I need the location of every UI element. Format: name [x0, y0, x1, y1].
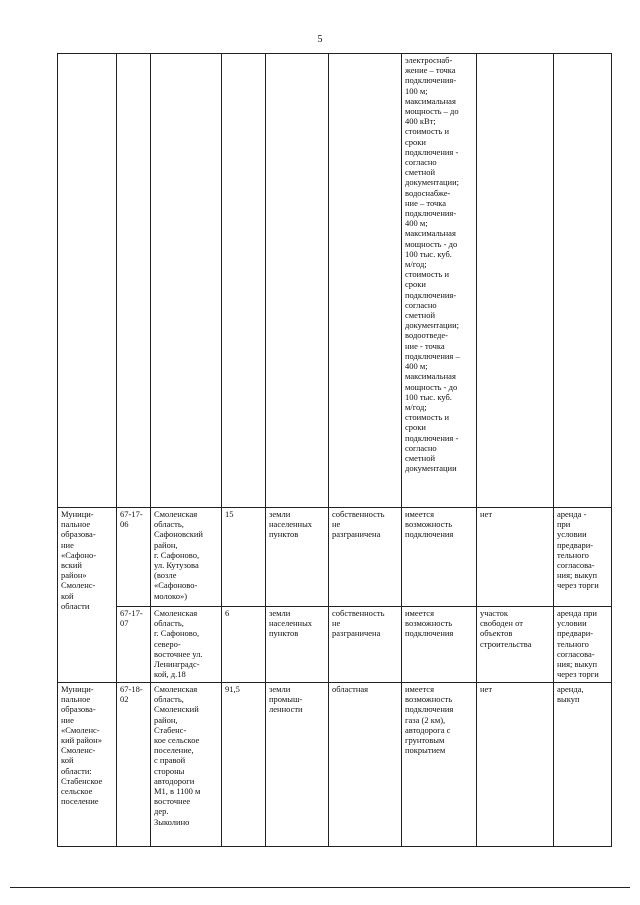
cell-line: Смоленс- [61, 745, 96, 756]
cell-line: имеется [405, 509, 434, 519]
page-bottom-rule [10, 887, 630, 888]
cell-line: максимальная [405, 228, 456, 239]
cell-line: 02 [120, 694, 129, 705]
land-plots-table [57, 53, 612, 847]
cell-line: условии [557, 618, 587, 629]
cell-line: аренда - [557, 509, 587, 519]
cell-line: области: [61, 765, 92, 776]
cell-line: выкуп [557, 694, 580, 705]
cell-line: согласно [405, 157, 437, 168]
cell-line: через торги [557, 669, 599, 680]
cell-line: «Сафоново- [154, 580, 198, 591]
cell-line: стоимость и [405, 126, 450, 137]
cell-line: водоотведе- [405, 330, 448, 341]
cell-line: 67-18- [120, 684, 143, 694]
cell-line: автодорога с [405, 724, 451, 735]
cell-line: северо- [154, 638, 181, 649]
cell-line: пунктов [269, 628, 299, 639]
cell-line: строительства [480, 638, 532, 649]
cell-line: подключения - [405, 432, 459, 443]
cell-line: Муници- [61, 509, 94, 519]
cell-address [151, 607, 222, 683]
cell-line: 400 м; [405, 218, 428, 229]
cell-construction [477, 54, 554, 508]
cell-ownership [329, 683, 402, 847]
cell-line: земли [269, 509, 291, 519]
cell-line: объектов [480, 628, 513, 639]
cell-line: имеется [405, 608, 434, 618]
cell-line: сметной [405, 167, 435, 178]
cell-category [266, 54, 329, 508]
cell-line: подключения – [405, 350, 460, 361]
cell-line: кое сельское [154, 735, 200, 746]
cell-line: нет [480, 684, 493, 694]
cell-line: область, [154, 618, 184, 629]
cell-line: 400 м; [405, 361, 428, 372]
cell-line: согласно [405, 442, 437, 453]
cell-line: подключения- [405, 208, 457, 219]
cell-line: восточнее [154, 796, 191, 807]
cell-line: ул. Кутузова [154, 560, 199, 571]
cell-line: стоимость и [405, 412, 450, 423]
cell-code [117, 607, 151, 683]
cell-line: условии [557, 529, 587, 540]
cell-line: при [557, 519, 571, 530]
cell-line: ленности [269, 704, 303, 715]
cell-line: разграничена [332, 628, 381, 639]
cell-line: подключения - [405, 146, 459, 157]
cell-line: имеется [405, 684, 434, 694]
cell-line: 67-17- [120, 608, 143, 618]
cell-line: грунтовым [405, 735, 445, 746]
cell-line: тельного [557, 549, 589, 560]
cell-line: кой [61, 755, 74, 766]
cell-line: 400 кВт; [405, 116, 436, 127]
cell-line: максимальная [405, 95, 456, 106]
cell-line: газа (2 км), [405, 714, 446, 725]
cell-area: 15 [222, 508, 266, 607]
cell-line: свободен от [480, 618, 523, 629]
cell-line: область, [154, 694, 184, 705]
cell-line: электроснаб- [405, 55, 453, 65]
cell-line: ния; выкуп [557, 570, 598, 581]
cell-line: поселение, [154, 745, 194, 756]
cell-line: земли [269, 684, 291, 694]
cell-line: вский [61, 560, 82, 571]
cell-category [266, 508, 329, 607]
cell-line: г. Сафоново, [154, 628, 200, 639]
cell-terms [554, 54, 612, 508]
cell-line: Ленинградс- [154, 659, 200, 670]
cell-line: подключения- [405, 289, 457, 300]
cell-line: ние [61, 714, 74, 725]
cell-category [266, 683, 329, 847]
cell-line: документации; [405, 320, 460, 331]
cell-line: Зыколино [154, 816, 190, 827]
cell-line: предвари- [557, 628, 594, 639]
cell-line: 100 м; [405, 85, 428, 96]
cell-line: пальное [61, 694, 91, 705]
cell-line: (возле [154, 570, 177, 581]
cell-line: Стабенс- [154, 724, 187, 735]
cell-infrastructure [402, 607, 477, 683]
cell-line: с правой [154, 755, 186, 766]
cell-line: аренда, [557, 684, 584, 694]
cell-line: образова- [61, 529, 96, 540]
cell-infrastructure [402, 508, 477, 607]
cell-line: м/год; [405, 401, 427, 412]
cell-line: Смоленс- [61, 580, 96, 591]
table-row [58, 508, 612, 607]
cell-line: «Смоленс- [61, 724, 100, 735]
cell-line: Смоленский [154, 704, 199, 715]
cell-line: Смоленская [154, 684, 198, 694]
cell-line: населенных [269, 618, 313, 629]
cell-line: 100 тыс. куб. [405, 391, 452, 402]
cell-line: аренда при [557, 608, 597, 618]
cell-line: Стабенское [61, 775, 103, 786]
cell-line: предвари- [557, 539, 594, 550]
cell-line: восточнее ул. [154, 648, 203, 659]
cell-line: ние – точка [405, 197, 447, 208]
cell-terms [554, 683, 612, 847]
cell-line: разграничена [332, 529, 381, 540]
cell-line: подключения [405, 529, 454, 540]
cell-line: 06 [120, 519, 129, 530]
cell-line: м/год; [405, 259, 427, 270]
cell-line: земли [269, 608, 291, 618]
cell-line: области [61, 600, 90, 611]
cell-line: кой, д.18 [154, 669, 186, 680]
cell-line: возможность [405, 519, 453, 530]
cell-line: подключения [405, 628, 454, 639]
cell-line: кой [61, 590, 74, 601]
cell-line: стороны [154, 765, 185, 776]
cell-line: не [332, 618, 341, 629]
cell-code [117, 683, 151, 847]
cell-line: ния; выкуп [557, 659, 598, 670]
cell-code [117, 54, 151, 508]
cell-terms [554, 607, 612, 683]
cell-line: 100 тыс. куб. [405, 248, 452, 259]
cell-line: согласно [405, 299, 437, 310]
cell-line: сроки [405, 422, 426, 433]
cell-construction [477, 508, 554, 607]
cell-line: согласова- [557, 648, 595, 659]
cell-line: г. Сафоново, [154, 549, 200, 560]
cell-line: поселение [61, 796, 99, 807]
cell-line: мощность – до [405, 106, 459, 117]
cell-address [151, 508, 222, 607]
cell-line: пунктов [269, 529, 299, 540]
cell-line: стоимость и [405, 269, 450, 280]
table-row [58, 607, 612, 683]
cell-line: жение – точка [405, 65, 456, 76]
cell-line: сельское [61, 786, 93, 797]
cell-line: Сафоновский [154, 529, 203, 540]
cell-line: через торги [557, 580, 599, 591]
page-number: 5 [317, 34, 323, 45]
cell-line: образова- [61, 704, 96, 715]
cell-line: не [332, 519, 341, 530]
cell-construction [477, 683, 554, 847]
cell-ownership [329, 54, 402, 508]
cell-line: возможность [405, 618, 453, 629]
cell-line: 07 [120, 618, 129, 629]
cell-line: максимальная [405, 371, 456, 382]
cell-line: район, [154, 539, 178, 550]
cell-line: согласова- [557, 560, 595, 571]
cell-line: кий район» [61, 735, 102, 746]
cell-line: Смоленская [154, 509, 198, 519]
cell-code [117, 508, 151, 607]
cell-line: Муници- [61, 684, 94, 694]
cell-line: район, [154, 714, 178, 725]
cell-line: сметной [405, 310, 435, 321]
cell-line: М1, в 1100 м [154, 786, 201, 797]
cell-line: тельного [557, 638, 589, 649]
cell-line: автодороги [154, 775, 195, 786]
cell-line: документации [405, 463, 457, 474]
cell-line: областная [332, 684, 369, 694]
cell-infrastructure [402, 54, 477, 508]
cell-line: нет [480, 509, 493, 519]
cell-line: ние - точка [405, 340, 445, 351]
cell-address [151, 54, 222, 508]
cell-line: возможность [405, 694, 453, 705]
cell-line: «Сафоно- [61, 549, 97, 560]
cell-ownership [329, 607, 402, 683]
cell-line: ние [61, 539, 74, 550]
cell-line: область, [154, 519, 184, 530]
cell-line: мощность - до [405, 238, 458, 249]
cell-line: собственность [332, 608, 385, 618]
cell-line: сроки [405, 136, 426, 147]
cell-municipality [58, 54, 117, 508]
cell-infrastructure [402, 683, 477, 847]
table-row [58, 683, 612, 847]
table-row [58, 54, 612, 508]
cell-address [151, 683, 222, 847]
cell-line: район» [61, 570, 87, 581]
cell-line: дер. [154, 806, 169, 817]
cell-line: сроки [405, 279, 426, 290]
cell-line: населенных [269, 519, 313, 530]
cell-line: молоко») [154, 590, 188, 601]
cell-line: сметной [405, 452, 435, 463]
cell-area: 91,5 [222, 683, 266, 847]
cell-line: водоснабже- [405, 187, 451, 198]
cell-construction [477, 607, 554, 683]
cell-ownership [329, 508, 402, 607]
cell-line: подключения [405, 704, 454, 715]
cell-line: подключения- [405, 75, 457, 86]
cell-line: документации; [405, 177, 460, 188]
cell-municipality [58, 683, 117, 847]
cell-line: участок [480, 608, 509, 618]
cell-terms [554, 508, 612, 607]
cell-category [266, 607, 329, 683]
cell-line: Смоленская [154, 608, 198, 618]
cell-area [222, 54, 266, 508]
cell-line: пальное [61, 519, 91, 530]
cell-line: промыш- [269, 694, 303, 705]
cell-area: 6 [222, 607, 266, 683]
cell-line: покрытием [405, 745, 446, 756]
cell-line: мощность - до [405, 381, 458, 392]
cell-line: собственность [332, 509, 385, 519]
cell-municipality [58, 508, 117, 683]
cell-line: 67-17- [120, 509, 143, 519]
